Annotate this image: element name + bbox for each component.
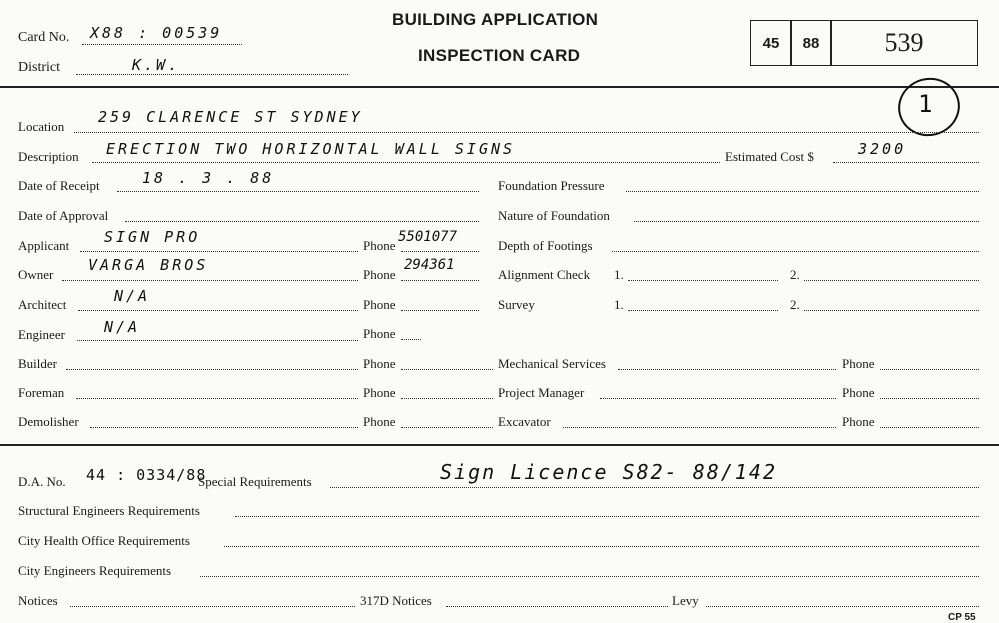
applicant-phone-label: Phone (363, 238, 396, 253)
alignment-check-num-2: 2. (790, 267, 800, 282)
special-requirements-value: Sign Licence S82- 88/142 (440, 460, 777, 484)
da-no-label: D.A. No. (18, 474, 66, 489)
applicant-phone-value: 5501077 (398, 229, 458, 245)
notices-317d-label: 317D Notices (360, 593, 432, 608)
special-requirements-line (330, 487, 979, 488)
header-divider (0, 86, 999, 88)
owner-phone-label: Phone (363, 267, 396, 282)
engineer-phone-label: Phone (363, 326, 396, 341)
excavator-line (563, 427, 836, 428)
demolisher-phone-line (401, 427, 493, 428)
notices-line (70, 606, 355, 607)
survey-label: Survey (498, 297, 535, 312)
estimated-cost-value: 3200 (858, 140, 907, 158)
engineer-label: Engineer (18, 327, 65, 342)
foundation-pressure-line (626, 191, 979, 192)
builder-label: Builder (18, 356, 57, 371)
architect-value: N/A (114, 287, 151, 305)
depth-of-footings-label: Depth of Footings (498, 238, 593, 253)
city-health-line (224, 546, 979, 547)
architect-phone-line (401, 310, 479, 311)
notices-317d-line (446, 606, 668, 607)
applicant-value: SIGN PRO (104, 228, 201, 246)
card-no-value: X88 : 00539 (90, 24, 223, 42)
demolisher-line (90, 427, 358, 428)
card-no-label: Card No. (18, 30, 70, 45)
engineer-line (77, 340, 358, 341)
structural-engineers-label: Structural Engineers Requirements (18, 503, 200, 518)
alignment-check-line-2 (804, 280, 979, 281)
date-of-receipt-label: Date of Receipt (18, 178, 100, 193)
card-no-dotted-line (82, 44, 242, 45)
foreman-phone-label: Phone (363, 385, 396, 400)
district-label: District (18, 60, 60, 75)
estimated-cost-line (833, 162, 979, 163)
excavator-phone-line (880, 427, 979, 428)
owner-line (62, 280, 358, 281)
estimated-cost-label: Estimated Cost $ (725, 149, 814, 164)
survey-num-1: 1. (614, 297, 624, 312)
alignment-check-line-1 (628, 280, 778, 281)
builder-phone-line (401, 369, 493, 370)
form-code: CP 55 (948, 612, 976, 623)
box-88-value: 88 (802, 34, 820, 52)
da-no-value: 44 : 0334/88 (86, 466, 207, 484)
card-box-539 (830, 20, 978, 66)
architect-label: Architect (18, 297, 67, 312)
middle-divider (0, 444, 999, 446)
project-manager-phone-line (880, 398, 979, 399)
engineer-value: N/A (104, 318, 141, 336)
nature-of-foundation-label: Nature of Foundation (498, 208, 610, 223)
mechanical-services-label: Mechanical Services (498, 356, 606, 371)
project-manager-line (600, 398, 836, 399)
project-manager-phone-label: Phone (842, 385, 875, 400)
mechanical-services-phone-line (880, 369, 979, 370)
engineer-phone-line (401, 339, 421, 340)
foundation-pressure-label: Foundation Pressure (498, 178, 605, 193)
survey-line-2 (804, 310, 979, 311)
levy-label: Levy (672, 593, 699, 608)
alignment-check-label: Alignment Check (498, 267, 591, 282)
box-539-value: 539 (884, 28, 924, 57)
survey-line-1 (628, 310, 778, 311)
city-health-label: City Health Office Requirements (18, 533, 190, 548)
district-dotted-line (76, 74, 348, 75)
special-requirements-label: Special Requirements (198, 474, 312, 489)
applicant-label: Applicant (18, 238, 70, 253)
title-line-1: BUILDING APPLICATION (392, 10, 599, 29)
owner-phone-value: 294361 (404, 257, 455, 273)
date-of-receipt-value: 18 . 3 . 88 (142, 169, 275, 187)
date-of-receipt-line (117, 191, 479, 192)
circled-mark-value: 1 (918, 90, 936, 118)
card-box-45 (750, 20, 792, 66)
description-line (92, 162, 720, 163)
nature-of-foundation-line (634, 221, 979, 222)
location-line (74, 132, 979, 133)
description-label: Description (18, 149, 79, 164)
mechanical-services-phone-label: Phone (842, 356, 875, 371)
alignment-check-num-1: 1. (614, 267, 624, 282)
structural-engineers-line (235, 516, 979, 517)
demolisher-phone-label: Phone (363, 414, 396, 429)
demolisher-label: Demolisher (18, 414, 79, 429)
foreman-label: Foreman (18, 385, 65, 400)
owner-phone-line (401, 280, 479, 281)
date-of-approval-line (125, 221, 479, 222)
depth-of-footings-line (612, 251, 979, 252)
levy-line (706, 606, 979, 607)
excavator-phone-label: Phone (842, 414, 875, 429)
builder-line (66, 369, 358, 370)
card-box-88 (790, 20, 832, 66)
title-line-2: INSPECTION CARD (418, 46, 581, 65)
notices-label: Notices (18, 593, 58, 608)
applicant-phone-line (401, 251, 479, 252)
city-engineers-line (200, 576, 979, 577)
survey-num-2: 2. (790, 297, 800, 312)
box-45-value: 45 (762, 34, 780, 52)
builder-phone-label: Phone (363, 356, 396, 371)
project-manager-label: Project Manager (498, 385, 585, 400)
architect-line (78, 310, 358, 311)
applicant-line (80, 251, 358, 252)
date-of-approval-label: Date of Approval (18, 208, 109, 223)
architect-phone-label: Phone (363, 297, 396, 312)
excavator-label: Excavator (498, 414, 551, 429)
owner-value: VARGA BROS (88, 256, 209, 274)
description-value: ERECTION TWO HORIZONTAL WALL SIGNS (106, 140, 516, 158)
district-value: K.W. (132, 56, 181, 74)
owner-label: Owner (18, 267, 54, 282)
location-label: Location (18, 119, 65, 134)
foreman-line (76, 398, 358, 399)
location-value: 259 CLARENCE ST SYDNEY (98, 108, 363, 126)
mechanical-services-line (618, 369, 836, 370)
foreman-phone-line (401, 398, 493, 399)
city-engineers-label: City Engineers Requirements (18, 563, 172, 578)
